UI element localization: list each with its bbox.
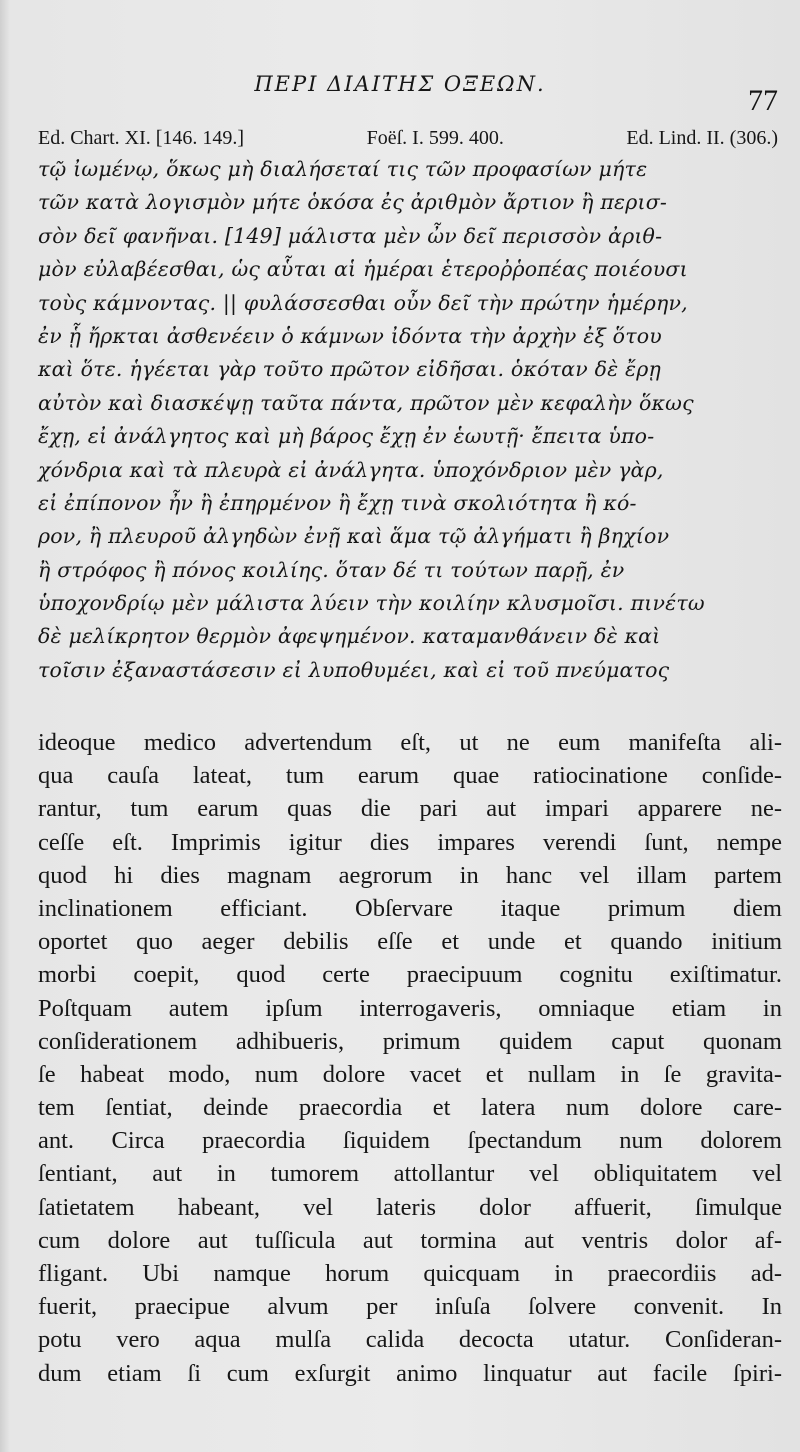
latin-line: fuerit, praecipue alvum per inſuſa ſolvere convenit. In <box>38 1293 782 1321</box>
latin-line: cum dolore aut tuſſicula aut tormina aut ventris dolor af- <box>38 1226 782 1254</box>
running-title: ΠΕΡΙ ΔΙΑΙΤΗΣ ΟΞΕΩΝ. <box>254 72 546 96</box>
latin-line: oportet quo aeger debilis eſſe et unde et quando initium <box>38 928 782 956</box>
greek-line: δὲ μελίκρητον θερμὸν ἀφεψημένον. καταμανθάνειν δὲ καὶ <box>38 624 661 649</box>
edition-references <box>38 127 778 150</box>
page-number: 77 <box>748 84 778 117</box>
latin-line: fligant. Ubi namque horum quicquam in praecordiis ad- <box>38 1260 782 1287</box>
latin-line: inclinationem efficiant. Obſervare itaque primum diem <box>38 894 782 922</box>
latin-line: qua cauſa lateat, tum earum quae ratiocinatione conſide- <box>38 762 782 790</box>
greek-line: ἢ στρόφος ἢ πόνος κοιλίης. ὅταν δέ τι τούτων παρῇ, ἐν <box>38 557 625 582</box>
greek-line: σὸν δεῖ φανῆναι. [149] μάλιστα μὲν ὦν δεῖ περισσὸν ἀριθ- <box>38 223 663 248</box>
latin-line: conſiderationem adhibueris, primum quidem caput quonam <box>38 1027 782 1055</box>
greek-line: ὑποχονδρίῳ μὲν μάλιστα λύειν τὴν κοιλίην κλυσμοῖσι. πινέτω <box>38 591 705 616</box>
latin-line: ſe habeat modo, num dolore vacet et nullam in ſe gravita- <box>38 1060 782 1088</box>
latin-translation-block <box>38 726 782 1390</box>
greek-line: αὐτὸν καὶ διασκέψῃ ταῦτα πάντα, πρῶτον μὲν κεφαλὴν ὅκως <box>38 390 694 415</box>
latin-line: ſentiant, aut in tumorem attollantur vel obliquitatem vel <box>38 1160 782 1188</box>
latin-line: rantur, tum earum quas die pari aut impari apparere ne- <box>38 795 782 823</box>
greek-line: μὸν εὐλαβέεσθαι, ὡς αὗται αἱ ἡμέραι ἑτεροῤῥοπέας ποιέουσι <box>38 257 688 282</box>
latin-line: Poſtquam autem ipſum interrogaveris, omniaque etiam in <box>38 994 782 1022</box>
greek-line: ρον, ἢ πλευροῦ ἀλγηδὼν ἐνῇ καὶ ἅμα τῷ ἀλγήματι ἢ βηχίον <box>38 524 670 549</box>
latin-line: ceſſe eſt. Imprimis igitur dies impares verendi ſunt, nempe <box>38 828 782 856</box>
edition-foes-ref: Foëſ. I. 599. 400. <box>366 127 504 149</box>
greek-line: τῷ ἰωμένῳ, ὅκως μὴ διαλήσεταί τις τῶν προφασίων μήτε <box>38 157 648 181</box>
latin-line: morbi coepit, quod certe praecipuum cognitu exiſtimatur. <box>38 961 782 989</box>
latin-line: dum etiam ſi cum exſurgit animo linquatur aut facile ſpiri- <box>38 1359 782 1387</box>
greek-line: καὶ ὅτε. ἡγέεται γὰρ τοῦτο πρῶτον εἰδῆσαι. ὁκόταν δὲ ἔρῃ <box>38 357 661 382</box>
edition-lind-ref: Ed. Lind. II. (306.) <box>626 127 778 149</box>
edition-chart-ref: Ed. Chart. XI. [146. 149.] <box>38 127 245 149</box>
latin-line: tem ſentiat, deinde praecordia et latera num dolore care- <box>38 1094 782 1122</box>
greek-line: τῶν κατὰ λογισμὸν μήτε ὁκόσα ἐς ἀριθμὸν ἄρτιον ἢ περισ- <box>38 190 668 215</box>
latin-line: ant. Circa praecordia ſiquidem ſpectandum num dolorem <box>38 1127 782 1155</box>
latin-line: quod hi dies magnam aegrorum in hanc vel illam partem <box>38 861 782 889</box>
greek-line: ἐν ᾗ ἤρκται ἀσθενέειν ὁ κάμνων ἰδόντα τὴν ἀρχὴν ἐξ ὅτου <box>38 323 662 348</box>
greek-line: εἰ ἐπίπονον ἦν ἢ ἐπηρμένον ἢ ἔχῃ τινὰ σκολιότητα ἢ κό- <box>38 490 637 515</box>
greek-line: τοὺς κάμνοντας. || φυλάσσεσθαι οὖν δεῖ τὴν πρώτην ἡμέρην, <box>38 290 688 315</box>
latin-line: potu vero aqua mulſa calida decocta utatur. Conſideran- <box>38 1326 782 1354</box>
latin-line: ſatietatem habeant, vel lateris dolor affuerit, ſimulque <box>38 1193 782 1221</box>
greek-line: τοῖσιν ἐξαναστάσεσιν εἰ λυποθυμέει, καὶ εἰ τοῦ πνεύματος <box>38 657 670 682</box>
greek-line: ἔχῃ, εἰ ἀνάλγητος καὶ μὴ βάρος ἔχῃ ἐν ἑωυτῇ· ἔπειτα ὑπο- <box>38 424 655 449</box>
latin-line: ideoque medico advertendum eſt, ut ne eum manifeſta ali- <box>38 729 782 756</box>
greek-line: χόνδρια καὶ τὰ πλευρὰ εἰ ἀνάλγητα. ὑποχόνδριον μὲν γὰρ, <box>38 457 664 482</box>
greek-text-block <box>38 153 782 687</box>
